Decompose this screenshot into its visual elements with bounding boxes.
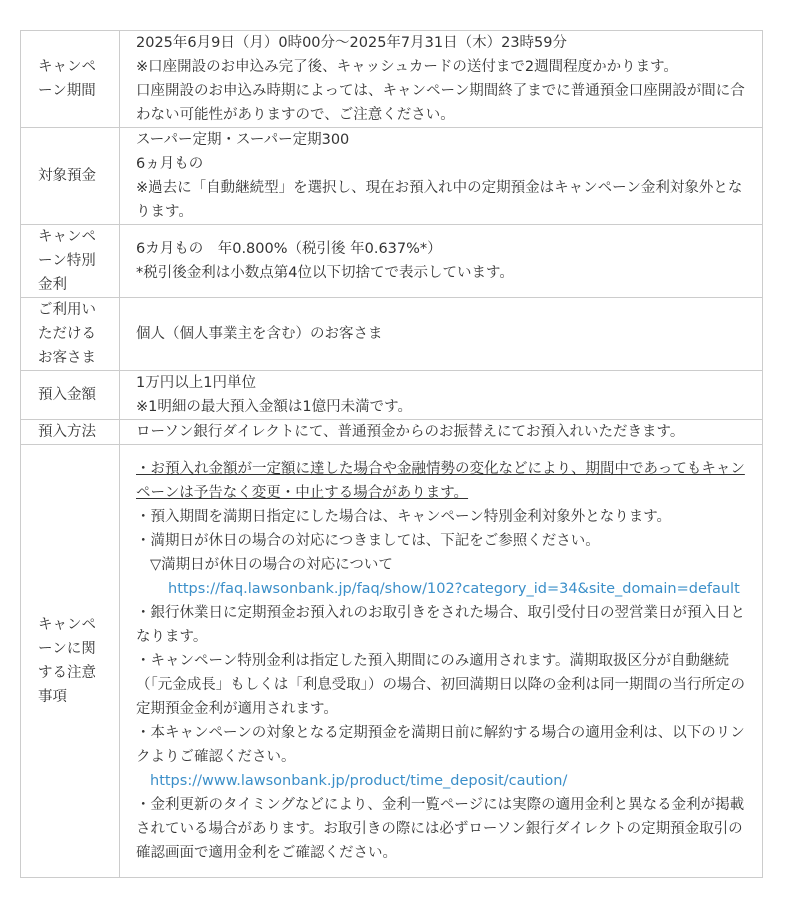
row-deposit-method bbox=[21, 420, 763, 445]
rate-note: *税引後金利は小数点第4位以下切捨てで表示しています。 bbox=[136, 265, 514, 281]
label-eligible-customers: ご利用いただけるお客さま bbox=[21, 298, 120, 371]
note-rate-update: ・金利更新のタイミングなどにより、金利一覧ページには実際の適用金利と異なる金利が掲載されている場合があります。お取引きの際には必ずローソン銀行ダイレクトの定期預金取引の確認画面で適用金利をご確認ください。 bbox=[136, 797, 745, 861]
amount-max-note: ※1明細の最大預入金額は1億円未満です。 bbox=[136, 399, 412, 415]
label-deposit-method: 預入方法 bbox=[21, 420, 120, 445]
period-note-timing: 口座開設のお申込み時期によっては、キャンペーン期間終了までに普通預金口座開設が間に合わない可能性がありますので、ご注意ください。 bbox=[136, 83, 745, 123]
note-change-notice: ・お預入れ金額が一定額に達した場合や金融情勢の変化などにより、期間中であってもキャンペーンは予告なく変更・中止する場合があります。 bbox=[136, 461, 745, 501]
label-campaign-notes: キャンペーンに関する注意事項 bbox=[21, 445, 120, 878]
amount-unit: 1万円以上1円単位 bbox=[136, 375, 256, 391]
label-deposit-amount: 預入金額 bbox=[21, 371, 120, 420]
note-bank-holiday: ・銀行休業日に定期預金お預入れのお取引きをされた場合、取引受付日の翌営業日が預入日となります。 bbox=[136, 605, 745, 645]
value-campaign-period bbox=[120, 31, 763, 128]
label-campaign-period: キャンペーン期間 bbox=[21, 31, 120, 128]
note-early-cancel-link-wrap bbox=[136, 769, 748, 793]
label-target-deposit: 対象預金 bbox=[21, 128, 120, 225]
method-value: ローソン銀行ダイレクトにて、普通預金からのお振替えにてお預入れいただきます。 bbox=[136, 424, 685, 440]
deposit-products: スーパー定期・スーパー定期300 bbox=[136, 132, 350, 148]
customer-value: 個人（個人事業主を含む）のお客さま bbox=[136, 326, 383, 342]
note-maturity-date: ・預入期間を満期日指定にした場合は、キャンペーン特別金利対象外となります。 bbox=[136, 509, 672, 525]
value-special-rate bbox=[120, 225, 763, 298]
row-target-deposit bbox=[21, 128, 763, 225]
rate-value: 6カ月もの 年0.800%（税引後 年0.637%*） bbox=[136, 241, 442, 257]
note-holiday-heading: ▽満期日が休日の場合の対応について bbox=[150, 557, 393, 573]
note-holiday: ・満期日が休日の場合の対応につきましては、下記をご参照ください。 bbox=[136, 533, 600, 549]
note-rate-period: ・キャンペーン特別金利は指定した預入期間にのみ適用されます。満期取扱区分が自動継続（「元金成長」もしくは「利息受取」）の場合、初回満期日以降の金利は同一期間の当行所定の定期預金金利が適用されます。 bbox=[136, 653, 745, 717]
note-early-cancel: ・本キャンペーンの対象となる定期預金を満期日前に解約する場合の適用金利は、以下のリンクよりご確認ください。 bbox=[136, 725, 745, 765]
campaign-details-table bbox=[20, 30, 763, 878]
time-deposit-caution-link[interactable]: https://www.lawsonbank.jp/product/time_deposit/caution/ bbox=[150, 773, 568, 789]
row-deposit-amount bbox=[21, 371, 763, 420]
value-deposit-method bbox=[120, 420, 763, 445]
value-campaign-notes bbox=[120, 445, 763, 878]
row-campaign-notes bbox=[21, 445, 763, 878]
period-dates: 2025年6月9日（月）0時00分～2025年7月31日（木）23時59分 bbox=[136, 35, 568, 51]
row-special-rate bbox=[21, 225, 763, 298]
note-holiday-link-wrap bbox=[136, 577, 748, 601]
label-special-rate: キャンペーン特別金利 bbox=[21, 225, 120, 298]
value-eligible-customers bbox=[120, 298, 763, 371]
value-deposit-amount bbox=[120, 371, 763, 420]
row-campaign-period bbox=[21, 31, 763, 128]
deposit-note: ※過去に「自動継続型」を選択し、現在お預入れ中の定期預金はキャンペーン金利対象外となります。 bbox=[136, 180, 743, 220]
value-target-deposit bbox=[120, 128, 763, 225]
row-eligible-customers bbox=[21, 298, 763, 371]
period-note-card: ※口座開設のお申込み完了後、キャッシュカードの送付まで2週間程度かかります。 bbox=[136, 59, 678, 75]
faq-holiday-link[interactable]: https://faq.lawsonbank.jp/faq/show/102?category_id=34&site_domain=default bbox=[168, 581, 740, 597]
deposit-term: 6ヵ月もの bbox=[136, 156, 204, 172]
